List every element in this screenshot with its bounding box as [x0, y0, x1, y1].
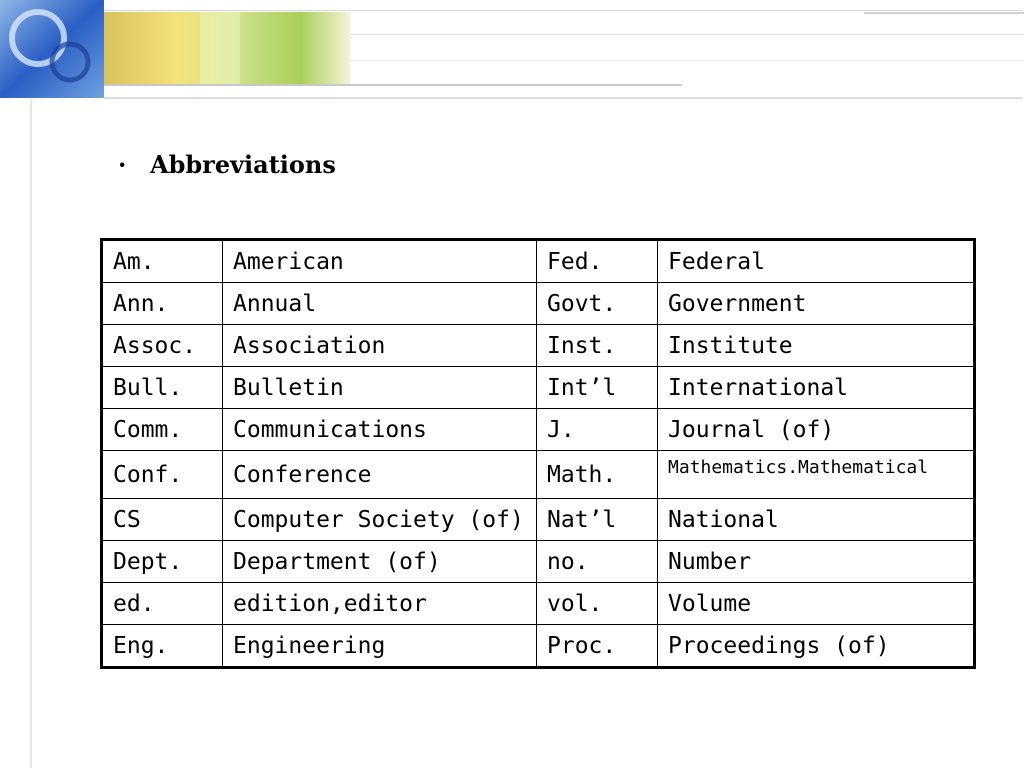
- abbreviation-cell: Fed.: [537, 240, 658, 283]
- abbreviation-cell: Inst.: [537, 325, 658, 367]
- meaning-cell: Department (of): [223, 541, 537, 583]
- meaning-cell: Proceedings (of): [658, 625, 975, 668]
- abbreviation-cell: vol.: [537, 583, 658, 625]
- bullet-glyph: ·: [118, 150, 127, 179]
- meaning-cell: Communications: [223, 409, 537, 451]
- meaning-cell: Bulletin: [223, 367, 537, 409]
- abbreviation-cell: Proc.: [537, 625, 658, 668]
- table-row: [102, 541, 975, 583]
- abbreviation-cell: no.: [537, 541, 658, 583]
- meaning-cell: Association: [223, 325, 537, 367]
- meaning-cell: Journal (of): [658, 409, 975, 451]
- meaning-cell: Government: [658, 283, 975, 325]
- meaning-cell: edition,editor: [223, 583, 537, 625]
- table-row: [102, 283, 975, 325]
- abbreviation-cell: Dept.: [102, 541, 223, 583]
- meaning-cell: Computer Society (of): [223, 499, 537, 541]
- abbreviation-cell: Am.: [102, 240, 223, 283]
- meaning-cell: Federal: [658, 240, 975, 283]
- abbreviation-cell: Conf.: [102, 451, 223, 499]
- abbreviation-cell: J.: [537, 409, 658, 451]
- table-row: [102, 409, 975, 451]
- abbreviation-cell: CS: [102, 499, 223, 541]
- table-row: [102, 583, 975, 625]
- table-row: [102, 240, 975, 283]
- table-row: [102, 625, 975, 668]
- meaning-cell: American: [223, 240, 537, 283]
- abbreviation-cell: Math.: [537, 451, 658, 499]
- abbreviation-cell: Ann.: [102, 283, 223, 325]
- table-row: [102, 451, 975, 499]
- meaning-cell: International: [658, 367, 975, 409]
- meaning-cell: Mathematics.Mathematical: [658, 451, 975, 499]
- heading-text: Abbreviations: [150, 150, 336, 179]
- abbreviation-cell: Govt.: [537, 283, 658, 325]
- abbreviation-cell: Int’l: [537, 367, 658, 409]
- abbreviation-cell: Bull.: [102, 367, 223, 409]
- table-row: [102, 325, 975, 367]
- meaning-cell: Annual: [223, 283, 537, 325]
- header-banner: [0, 0, 1024, 100]
- bullet-heading: [118, 150, 336, 179]
- abbreviation-cell: Assoc.: [102, 325, 223, 367]
- abbreviation-cell: ed.: [102, 583, 223, 625]
- table-row: [102, 367, 975, 409]
- meaning-cell: National: [658, 499, 975, 541]
- abbreviations-table: [100, 238, 976, 669]
- abbreviation-cell: Comm.: [102, 409, 223, 451]
- meaning-cell: Institute: [658, 325, 975, 367]
- table-row: [102, 499, 975, 541]
- meaning-cell: Engineering: [223, 625, 537, 668]
- abbreviation-cell: Nat’l: [537, 499, 658, 541]
- meaning-cell: Volume: [658, 583, 975, 625]
- meaning-cell: Number: [658, 541, 975, 583]
- abbreviation-cell: Eng.: [102, 625, 223, 668]
- meaning-cell: Conference: [223, 451, 537, 499]
- left-margin-rule: [30, 100, 32, 768]
